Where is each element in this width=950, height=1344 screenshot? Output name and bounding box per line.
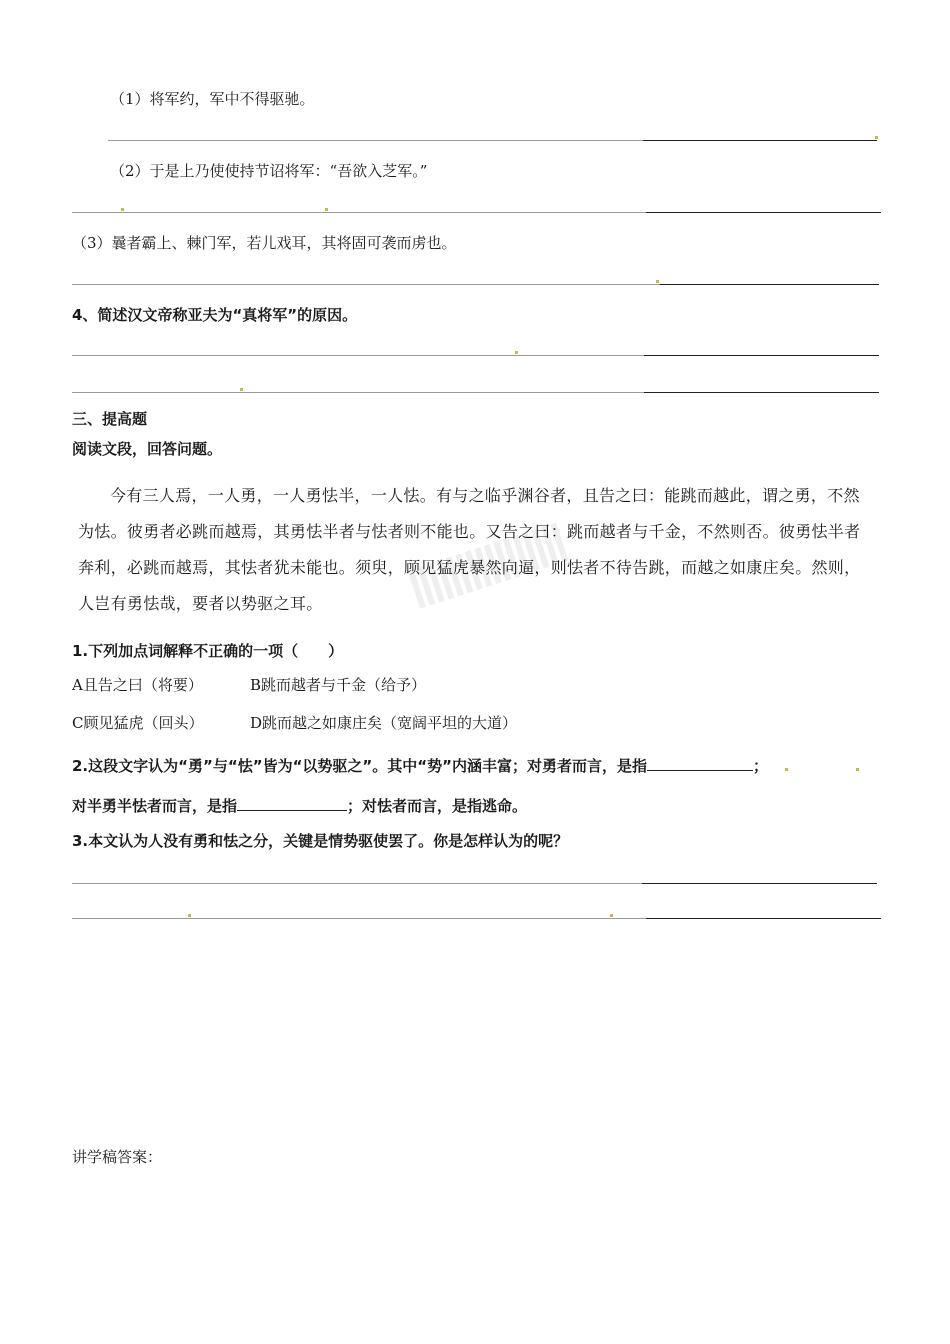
answer-line — [643, 140, 877, 141]
answer-line — [644, 355, 879, 356]
option-a[interactable]: A且告之曰（将要） — [72, 676, 203, 694]
answer-line — [646, 212, 881, 213]
question-4: 4、简述汉文帝称亚夫为“真将军”的原因。 — [72, 306, 358, 324]
question-2-part1: 2.这段文字认为“勇”与“怯”皆为“以势驱之”。其中“势”内涵丰富；对勇者而言，是指 — [72, 757, 648, 775]
answer-line — [660, 284, 879, 285]
q3-item-3: （3）曩者霸上、棘门军，若儿戏耳，其将固可袭而虏也。 — [72, 234, 457, 252]
section-instruction: 阅读文段，回答问题。 — [72, 440, 223, 458]
q3-item-1: （1）将军约，军中不得驱驰。 — [110, 90, 315, 108]
q3-item-2: （2）于是上乃使使持节诏将军：“吾欲入芝军。” — [110, 162, 428, 180]
answers-heading: 讲学稿答案： — [72, 1148, 163, 1166]
answer-line — [72, 883, 642, 884]
answer-line — [72, 355, 644, 356]
answer-line — [108, 140, 643, 141]
answer-blank-2[interactable] — [237, 796, 347, 811]
passage-line: 为怯。彼勇者必跳而越焉，其勇怯半者与怯者则不能也。又告之曰：跳而越者与千金，不然则否。彼勇怯半者 — [78, 522, 861, 541]
passage-line: 今有三人焉，一人勇，一人勇怯半，一人怯。有与之临乎渊谷者，且告之曰：能跳而越此，谓之勇，不然 — [110, 486, 860, 505]
option-b[interactable]: B跳而越者与千金（给予） — [250, 676, 427, 694]
option-c[interactable]: C顾见猛虎（回头） — [72, 714, 204, 732]
passage-line: 奔利，必跳而越焉，其怯者犹未能也。须臾，顾见猛虎暴然向逼，则怯者不待告跳，而越之如康庄矣。然则， — [78, 558, 861, 577]
answer-line — [72, 918, 646, 919]
answer-line — [72, 392, 644, 393]
question-2-part2: 对半勇半怯者而言，是指 — [72, 797, 238, 815]
reading-passage — [78, 478, 878, 622]
answer-line — [72, 284, 660, 285]
answer-line — [646, 918, 881, 919]
answer-blank-1[interactable] — [647, 756, 753, 771]
question-2-part3: ；对怯者而言，是指逃命。 — [347, 797, 528, 815]
question-2-line2 — [72, 796, 527, 815]
question-2 — [72, 756, 768, 775]
option-d[interactable]: D跳而越之如康庄矣（宽阔平坦的大道） — [250, 714, 518, 732]
answer-line — [72, 212, 646, 213]
question-2-end: ； — [753, 757, 769, 775]
question-3: 3.本文认为人没有勇和怯之分，关键是情势驱使罢了。你是怎样认为的呢？ — [72, 832, 569, 850]
answer-line — [642, 883, 877, 884]
section-heading: 三、提高题 — [72, 410, 148, 428]
answer-line — [644, 392, 879, 393]
question-1: 1.下列加点词解释不正确的一项（ ） — [72, 642, 344, 660]
passage-line: 人岂有勇怯哉，要者以势驱之耳。 — [78, 594, 323, 613]
